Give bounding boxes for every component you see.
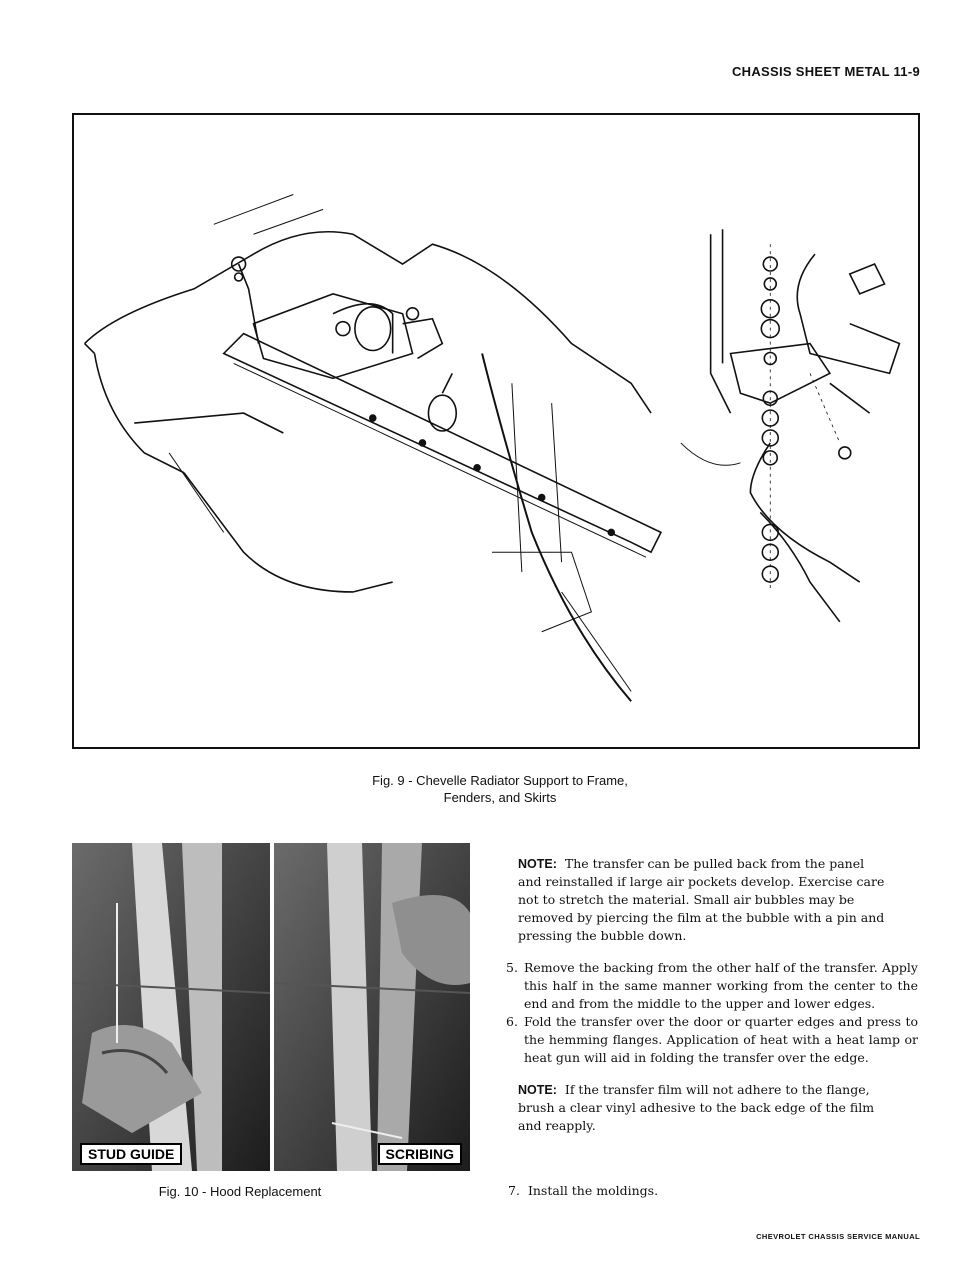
note-1-label: NOTE: [518, 857, 557, 871]
step-5-number: 5. [506, 960, 518, 975]
stud-guide-label: STUD GUIDE [80, 1143, 182, 1165]
step-5 [508, 959, 918, 1013]
note-2 [518, 1081, 918, 1135]
page-footer: CHEVROLET CHASSIS SERVICE MANUAL [756, 1232, 920, 1241]
step-7-number: 7. [508, 1183, 520, 1198]
fig10-caption: Fig. 10 - Hood Replacement [158, 1184, 322, 1199]
scribing-label: SCRIBING [378, 1143, 462, 1165]
note-2-label: NOTE: [518, 1083, 557, 1097]
step-5-text: Remove the backing from the other half of the transfer. Apply this half in the same manner working from the center to the end and from the middle to the upper and lower edges. [524, 960, 918, 1011]
page-header: CHASSIS SHEET METAL 11-9 [731, 64, 920, 79]
instructions-column [508, 855, 918, 1149]
fig9-caption [330, 772, 670, 806]
steps-list [508, 959, 918, 1067]
fig10-photo [72, 843, 470, 1171]
step-7-text: Install the moldings. [527, 1183, 659, 1198]
step-6-number: 6. [506, 1014, 518, 1029]
fig9-caption-line2: Fenders, and Skirts [443, 790, 557, 805]
step-7 [508, 1183, 658, 1198]
fig9-caption-line1: Fig. 9 - Chevelle Radiator Support to Frame, [372, 773, 628, 788]
fig9-illustration [72, 113, 920, 749]
note-2-text: If the transfer film will not adhere to the flange, brush a clear vinyl adhesive to the back edge of the film and reapply. [518, 1082, 875, 1133]
note-1-text: The transfer can be pulled back from the panel and reinstalled if large air pockets develop. Exercise care not to stretch the material. Small air bubbles may be removed by piercing the film at the bubble with a pin and pressing the bubble down. [518, 856, 885, 943]
step-6-text: Fold the transfer over the door or quarter edges and press to the hemming flanges. Application of heat with a heat lamp or heat gun will aid in folding the transfer over the edge. [524, 1014, 918, 1065]
step-6 [508, 1013, 918, 1067]
note-1 [518, 855, 918, 945]
